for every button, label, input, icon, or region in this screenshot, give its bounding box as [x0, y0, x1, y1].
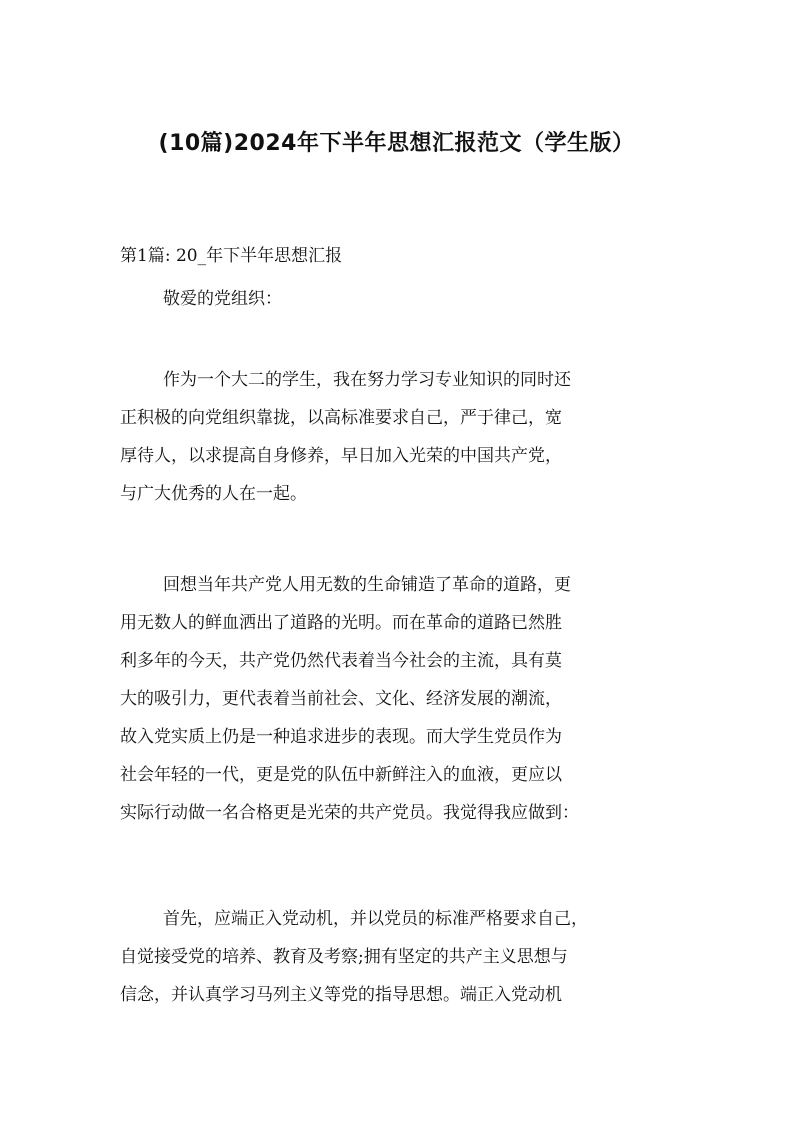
paragraph-line: 回想当年共产党人用无数的生命铺造了革命的道路，更	[163, 575, 571, 595]
paragraph-line: 实际行动做一名合格更是光荣的共产党员。我觉得我应做到：	[120, 803, 579, 823]
paragraph-line: 厚待人，以求提高自身修养，早日加入光荣的中国共产党，	[120, 446, 562, 466]
paragraph-line: 与广大优秀的人在一起。	[120, 484, 307, 504]
document-title: (10篇)2024年下半年思想汇报范文（学生版）	[158, 131, 635, 156]
paragraph-line: 利多年的今天，共产党仍然代表着当今社会的主流，具有莫	[120, 651, 562, 671]
paragraph-line: 自觉接受党的培养、教育及考察;拥有坚定的共产主义思想与	[120, 947, 568, 967]
paragraph-1	[120, 361, 680, 513]
paragraph-line: 故入党实质上仍是一种追求进步的表现。而大学生党员作为	[120, 727, 562, 747]
salutation: 敬爱的党组织：	[163, 289, 282, 309]
paragraph-line: 大的吸引力，更代表着当前社会、文化、经济发展的潮流，	[120, 689, 562, 709]
section-heading: 第1篇: 20_年下半年思想汇报	[120, 246, 343, 266]
paragraph-line: 正积极的向党组织靠拢，以高标准要求自己，严于律己，宽	[120, 408, 562, 428]
paragraph-line: 社会年轻的一代，更是党的队伍中新鲜注入的血液，更应以	[120, 765, 562, 785]
paragraph-2	[120, 566, 680, 832]
paragraph-line: 作为一个大二的学生，我在努力学习专业知识的同时还	[163, 370, 571, 390]
paragraph-line: 信念，并认真学习马列主义等党的指导思想。端正入党动机	[120, 985, 562, 1005]
paragraph-3	[120, 900, 680, 1014]
paragraph-line: 首先，应端正入党动机，并以党员的标准严格要求自己，	[163, 909, 588, 929]
paragraph-line: 用无数人的鲜血洒出了道路的光明。而在革命的道路已然胜	[120, 613, 562, 633]
